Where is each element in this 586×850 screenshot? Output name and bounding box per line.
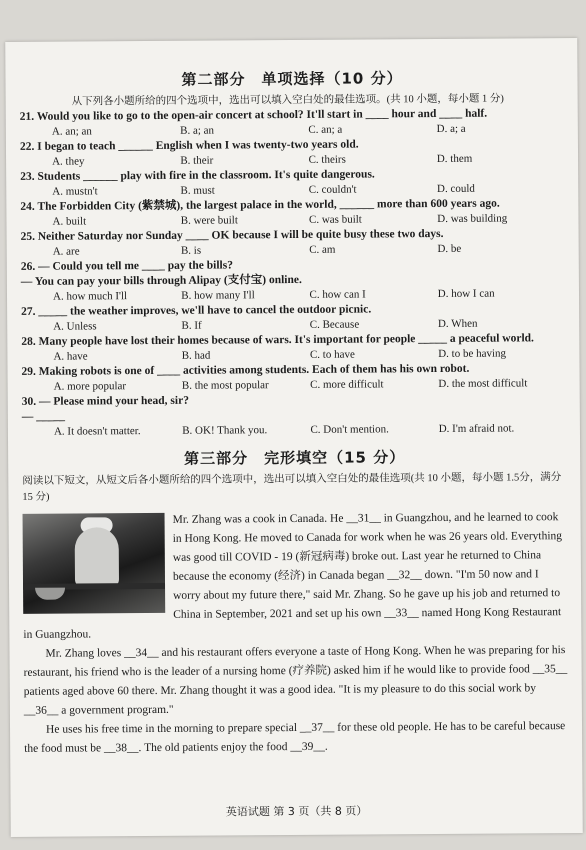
- option-b: B. is: [180, 244, 202, 257]
- option-a: A. they: [52, 155, 85, 168]
- option-c: C. to have: [309, 348, 355, 361]
- option-a: A. have: [53, 350, 88, 363]
- option-c: C. am: [309, 243, 336, 256]
- option-a: A. are: [52, 245, 80, 258]
- option-b: B. must: [180, 184, 215, 197]
- option-d: D. When: [437, 317, 478, 330]
- option-d: D. the most difficult: [438, 377, 528, 390]
- option-d: D. to be having: [438, 347, 507, 360]
- option-d: D. was building: [437, 212, 508, 225]
- passage-paragraph-3: He uses his free time in the morning to prepare special __37__ for these old people. He has to be careful because the food must be __38__. The old patients enjoy the food __39__.: [24, 720, 566, 755]
- question-stem: 30. — Please mind your head, sir? — _____: [21, 394, 189, 423]
- option-a: A. It doesn't matter.: [53, 425, 141, 438]
- question-stem: 27. _____ the weather improves, we'll have to cancel the outdoor picnic.: [21, 303, 372, 318]
- option-c: C. theirs: [308, 153, 346, 166]
- option-c: C. Because: [309, 318, 360, 331]
- question-stem: 28. Many people have lost their homes because of wars. It's important for people _____ a peaceful world.: [21, 332, 534, 348]
- part3-title: 第三部分 完形填空（15 分）: [184, 448, 406, 468]
- question-stem: 21. Would you like to go to the open-air concert at school? It'll start in ____ hour and ____ half.: [19, 107, 488, 123]
- question-options: [22, 421, 567, 439]
- option-c: C. an; a: [308, 123, 343, 136]
- option-d: D. I'm afraid not.: [438, 422, 515, 435]
- option-b: B. a; an: [180, 124, 215, 137]
- cloze-passage: [23, 508, 570, 759]
- option-b: B. the most popular: [181, 379, 269, 392]
- option-a: A. Unless: [53, 320, 97, 333]
- question-stem: 29. Making robots is one of ____ activities among students. Each of them has his own robot.: [21, 362, 470, 378]
- chef-photo: [23, 513, 166, 614]
- option-a: A. built: [52, 215, 87, 228]
- option-b: B. how many I'll: [181, 289, 255, 302]
- option-a: A. an; an: [51, 125, 92, 138]
- option-b: B. If: [181, 319, 202, 332]
- option-c: C. how can I: [309, 288, 366, 301]
- option-c: C. Don't mention.: [310, 423, 389, 436]
- question-stem: 22. I began to teach ______ English when I was twenty-two years old.: [19, 138, 359, 153]
- part3-instruction: 阅读以下短文，从短文后各小题所给的四个选项中，选出可以填入空白处的最佳选项(共 10 小题，每小题 1.5分，满分 15 分): [22, 472, 562, 503]
- option-d: D. could: [436, 182, 475, 195]
- option-a: A. more popular: [53, 380, 127, 393]
- question-stem: 23. Students ______ play with fire in the classroom. It's quite dangerous.: [20, 168, 375, 183]
- option-b: B. had: [181, 349, 211, 362]
- question-stem: 24. The Forbidden City (紫禁城), the largest palace in the world, ______ more than 600 years ago.: [20, 197, 500, 213]
- option-b: B. their: [180, 154, 214, 167]
- option-d: D. them: [436, 152, 473, 165]
- option-a: A. mustn't: [52, 185, 98, 198]
- option-c: C. couldn't: [308, 183, 357, 196]
- exam-page: [5, 38, 583, 837]
- option-d: D. be: [437, 242, 462, 255]
- option-b: B. were built: [180, 214, 238, 227]
- passage-paragraph-2: Mr. Zhang loves __34__ and his restaurant offers everyone a taste of Hong Kong. When he was preparing for his restaurant, his friend who is the leader of a nursing home (疗养院) asked him if he would like to provide food __35__ patients aged above 60 there. Mr. Zhang thought it was a good idea. "It is my pleasure to do this social work by __36__ a government program.": [23, 644, 568, 717]
- part2-instruction: 从下列各小题所给的四个选项中，选出可以填入空白处的最佳选项。(共 10 小题，每小题 1 分): [71, 93, 504, 108]
- option-b: B. OK! Thank you.: [182, 424, 268, 437]
- option-d: D. a; a: [436, 122, 466, 135]
- option-c: C. was built: [308, 213, 362, 226]
- question-list: [20, 106, 567, 439]
- part2-title: 第二部分 单项选择（10 分）: [181, 69, 403, 89]
- question-stem: 26. — Could you tell me ____ pay the bills? — You can pay your bills through Alipay (支付宝) online.: [20, 259, 302, 288]
- page-footer: 英语试题 第 3 页（共 8 页）: [225, 804, 368, 819]
- option-d: D. how I can: [437, 287, 495, 300]
- option-a: A. how much I'll: [52, 290, 128, 303]
- question-stem: 25. Neither Saturday nor Sunday ____ OK because I will be quite busy these two days.: [20, 227, 444, 243]
- passage-paragraph-1: Mr. Zhang was a cook in Canada. He __31__ in Guangzhou, and he learned to cook in Hong Kong. He moved to Canada for work when he was 26 years old. Everything was good till COVID - 19 (新冠病毒) broke out. Last year he returned to China because the economy (经济) in Canada began __32__ down. "I'm 50 now and I worry about my future there," said Mr. Zhang. So he gave up his job and returned to China in September, 2021 and set up his own __33__ named Hong Kong Restaurant in Guangzhou.: [23, 511, 563, 641]
- option-c: C. more difficult: [310, 378, 384, 391]
